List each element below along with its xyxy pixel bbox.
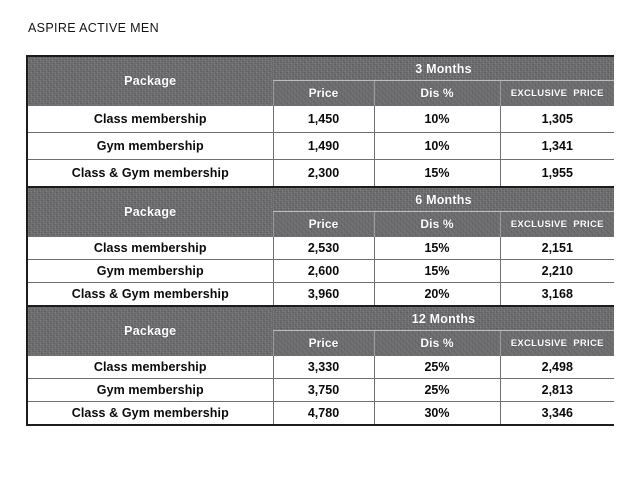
table-row	[28, 379, 614, 402]
header-price: Price	[273, 81, 374, 106]
cell-exclusive-price: 3,168	[500, 283, 614, 307]
cell-price: 4,780	[273, 402, 374, 426]
header-term-3: 12 Months	[273, 306, 614, 331]
header-exclusive-price: EXCLUSIVE PRICE	[500, 212, 614, 237]
table-row	[28, 106, 614, 133]
cell-price: 3,750	[273, 379, 374, 402]
cell-discount: 25%	[374, 356, 500, 379]
cell-exclusive-price: 2,151	[500, 237, 614, 260]
cell-price: 2,600	[273, 260, 374, 283]
cell-package: Class membership	[28, 356, 273, 379]
header-exclusive-price: EXCLUSIVE PRICE	[500, 81, 614, 106]
cell-exclusive-price: 1,305	[500, 106, 614, 133]
header-package: Package	[28, 187, 273, 237]
header-exclusive-price: EXCLUSIVE PRICE	[500, 331, 614, 356]
cell-package: Class & Gym membership	[28, 402, 273, 426]
cell-price: 2,530	[273, 237, 374, 260]
cell-price: 3,330	[273, 356, 374, 379]
cell-discount: 30%	[374, 402, 500, 426]
cell-exclusive-price: 2,498	[500, 356, 614, 379]
cell-price: 3,960	[273, 283, 374, 307]
header-price: Price	[273, 212, 374, 237]
header-package: Package	[28, 306, 273, 356]
cell-package: Class & Gym membership	[28, 283, 273, 307]
header-term-1: 3 Months	[273, 56, 614, 81]
cell-discount: 20%	[374, 283, 500, 307]
cell-package: Class & Gym membership	[28, 160, 273, 188]
table-row	[28, 356, 614, 379]
cell-exclusive-price: 3,346	[500, 402, 614, 426]
pricing-table	[28, 55, 614, 426]
table-row	[28, 260, 614, 283]
header-discount: Dis %	[374, 81, 500, 106]
cell-exclusive-price: 2,210	[500, 260, 614, 283]
header-row-term	[28, 56, 614, 81]
cell-package: Gym membership	[28, 260, 273, 283]
cell-exclusive-price: 1,955	[500, 160, 614, 188]
header-package: Package	[28, 56, 273, 106]
header-term-2: 6 Months	[273, 187, 614, 212]
cell-package: Class membership	[28, 237, 273, 260]
cell-package: Gym membership	[28, 379, 273, 402]
cell-price: 1,490	[273, 133, 374, 160]
header-price: Price	[273, 331, 374, 356]
cell-discount: 10%	[374, 106, 500, 133]
cell-package: Class membership	[28, 106, 273, 133]
header-row-term	[28, 306, 614, 331]
cell-price: 1,450	[273, 106, 374, 133]
header-row-term	[28, 187, 614, 212]
cell-discount: 15%	[374, 160, 500, 188]
cell-package: Gym membership	[28, 133, 273, 160]
header-discount: Dis %	[374, 212, 500, 237]
table-row	[28, 133, 614, 160]
page-title: ASPIRE ACTIVE MEN	[28, 21, 159, 35]
table-row	[28, 402, 614, 426]
cell-discount: 15%	[374, 260, 500, 283]
table-row	[28, 237, 614, 260]
header-discount: Dis %	[374, 331, 500, 356]
cell-price: 2,300	[273, 160, 374, 188]
cell-discount: 25%	[374, 379, 500, 402]
pricing-table-container	[26, 55, 612, 426]
cell-discount: 15%	[374, 237, 500, 260]
table-row	[28, 283, 614, 307]
cell-exclusive-price: 2,813	[500, 379, 614, 402]
cell-discount: 10%	[374, 133, 500, 160]
cell-exclusive-price: 1,341	[500, 133, 614, 160]
table-row	[28, 160, 614, 188]
